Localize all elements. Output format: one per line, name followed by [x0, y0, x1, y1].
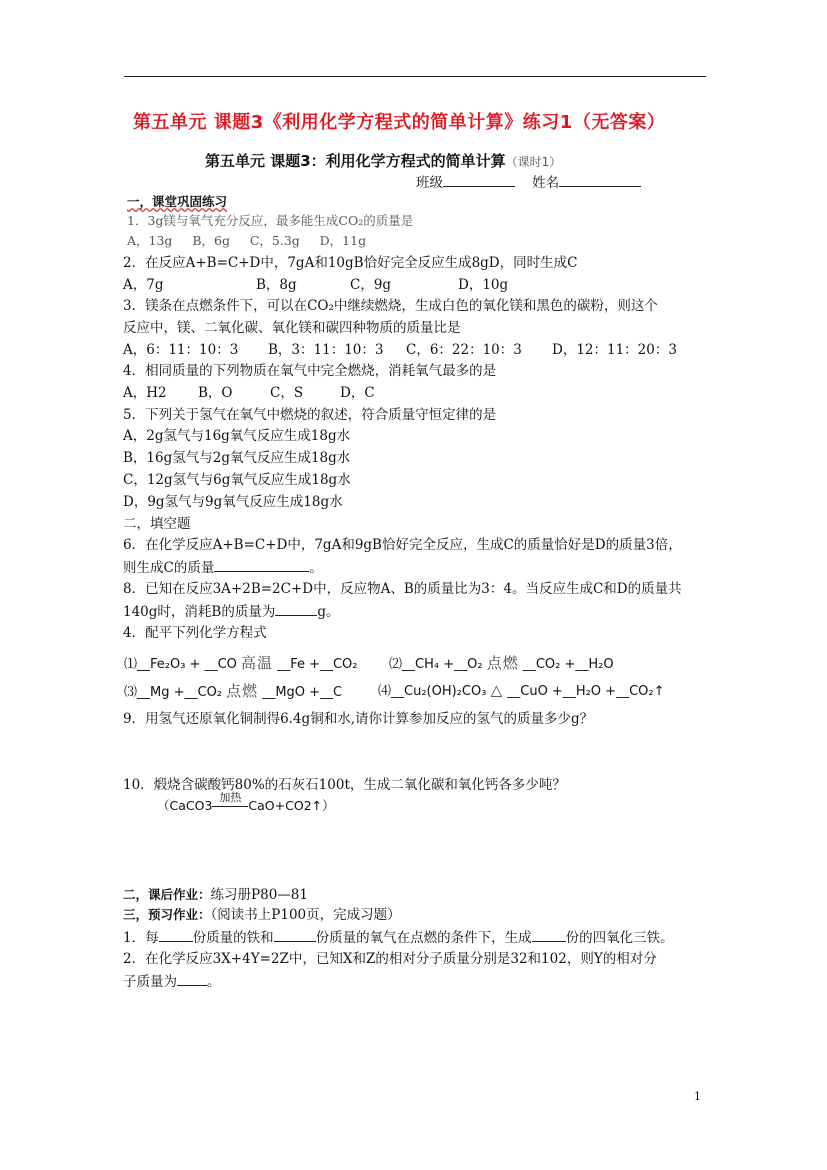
preview-q2-2: 子质量为 。	[123, 971, 221, 992]
homework-line: 二，课后作业：练习册P80—81	[123, 887, 308, 903]
equation-4-condition: △	[490, 681, 504, 699]
q2-options: A，7g B，8g C，9g D，10g	[123, 277, 509, 293]
balance-heading: 4．配平下列化学方程式	[123, 625, 267, 641]
q6-text-2: 则生成C的质量 。	[123, 557, 323, 578]
q3-text-2: 反应中，镁、二氧化碳、氧化镁和碳四种物质的质量比是	[123, 320, 461, 336]
document-title: 第五单元 课题3《利用化学方程式的简单计算》练习1（无答案）	[133, 112, 666, 133]
q6-blank	[214, 557, 309, 572]
worksheet-subtitle	[205, 150, 561, 171]
equation-1-condition: 高温	[241, 654, 274, 672]
q10-equation: （CaCO3 加热 CaO+CO2↑）	[157, 791, 335, 813]
q5-option-d: D，9g氢气与9g氧气反应生成18g水	[123, 494, 343, 510]
subtitle-lesson: （课时1）	[505, 155, 562, 169]
equation-3-condition: 点燃	[226, 682, 259, 700]
q8-blank	[275, 601, 317, 616]
equation-4: ⑷__Cu₂(OH)₂CO₃ △ __CuO +__H₂O +__CO₂↑	[378, 681, 665, 699]
name-label: 姓名	[532, 175, 560, 191]
q5-option-c: C，12g氢气与6g氧气反应生成18g水	[123, 472, 351, 488]
equation-2-condition: 点燃	[486, 654, 519, 672]
page-number: 1	[694, 1090, 701, 1103]
q10-equation-condition: 加热	[219, 791, 242, 804]
q6-text-1: 6．在化学反应A+B=C+D中，7gA和9gB恰好完全反应，生成C的质量恰好是D的质量3倍，	[123, 537, 682, 553]
class-name-line	[416, 172, 641, 193]
q10-text: 10．煅烧含碳酸钙80%的石灰石100t，生成二氧化碳和氧化钙各多少吨？	[123, 777, 566, 793]
name-blank	[559, 172, 641, 187]
q9-text: 9．用氢气还原氧化铜制得6.4g铜和水,请你计算参加反应的氢气的质量多少g？	[123, 711, 594, 727]
section2-heading: 二，填空题	[123, 516, 191, 532]
q1-text: 1．3g镁与氧气充分反应，最多能生成CO₂的质量是	[127, 213, 414, 228]
header-rule	[124, 76, 706, 77]
section1-heading: 一，课堂巩固练习	[127, 194, 228, 209]
q4-text: 4．相同质量的下列物质在氧气中完全燃烧，消耗氧气最多的是	[123, 363, 497, 379]
preview-q1: 1．每 份质量的铁和 份质量的氧气在点燃的条件下，生成 份的四氧化三铁。	[123, 927, 674, 948]
q2-text: 2．在反应A+B=C+D中，7gA和10gB恰好完全反应生成8gD，同时生成C	[123, 255, 578, 271]
q8-text-1: 8．已知在反应3A+2B=2C+D中，反应物A、B的质量比为3：4。当反应生成C和D的质量共	[123, 581, 682, 597]
equation-1: ⑴__Fe₂O₃ + __CO 高温 __Fe +__CO₂	[124, 654, 358, 672]
equation-2: ⑵__CH₄ +__O₂ 点燃 __CO₂ +__H₂O	[389, 654, 614, 672]
class-blank	[443, 172, 515, 187]
class-label: 班级	[416, 175, 443, 191]
q5-option-a: A，2g氢气与16g氧气反应生成18g水	[123, 428, 351, 444]
q8-text-2: 140g时，消耗B的质量为 g。	[123, 601, 340, 622]
q4-options: A，H2 B，O C，S D，C	[123, 385, 375, 401]
q3-text-1: 3．镁条在点燃条件下，可以在CO₂中继续燃烧，生成白色的氧化镁和黑色的碳粉，则这个	[123, 298, 658, 314]
q5-option-b: B，16g氢气与2g氧气反应生成18g水	[123, 450, 351, 466]
preview-q2-1: 2．在化学反应3X+4Y=2Z中，已知X和Z的相对分子质量分别是32和102，则Y的相对分	[123, 951, 657, 967]
subtitle-text: 第五单元 课题3：利用化学方程式的简单计算	[205, 152, 506, 170]
q3-options: A，6：11：10：3 B，3：11：10：3 C，6：22：10：3 D，12：11：20：3	[123, 342, 677, 358]
preview-line: 三，预习作业：（阅读书上P100页，完成习题）	[123, 907, 401, 923]
equation-3: ⑶__Mg +__CO₂ 点燃 __MgO +__C	[124, 682, 343, 700]
q5-text: 5．下列关于氢气在氧气中燃烧的叙述，符合质量守恒定律的是	[123, 407, 497, 423]
q1-options: A，13g B，6g C，5.3g D，11g	[127, 233, 367, 248]
